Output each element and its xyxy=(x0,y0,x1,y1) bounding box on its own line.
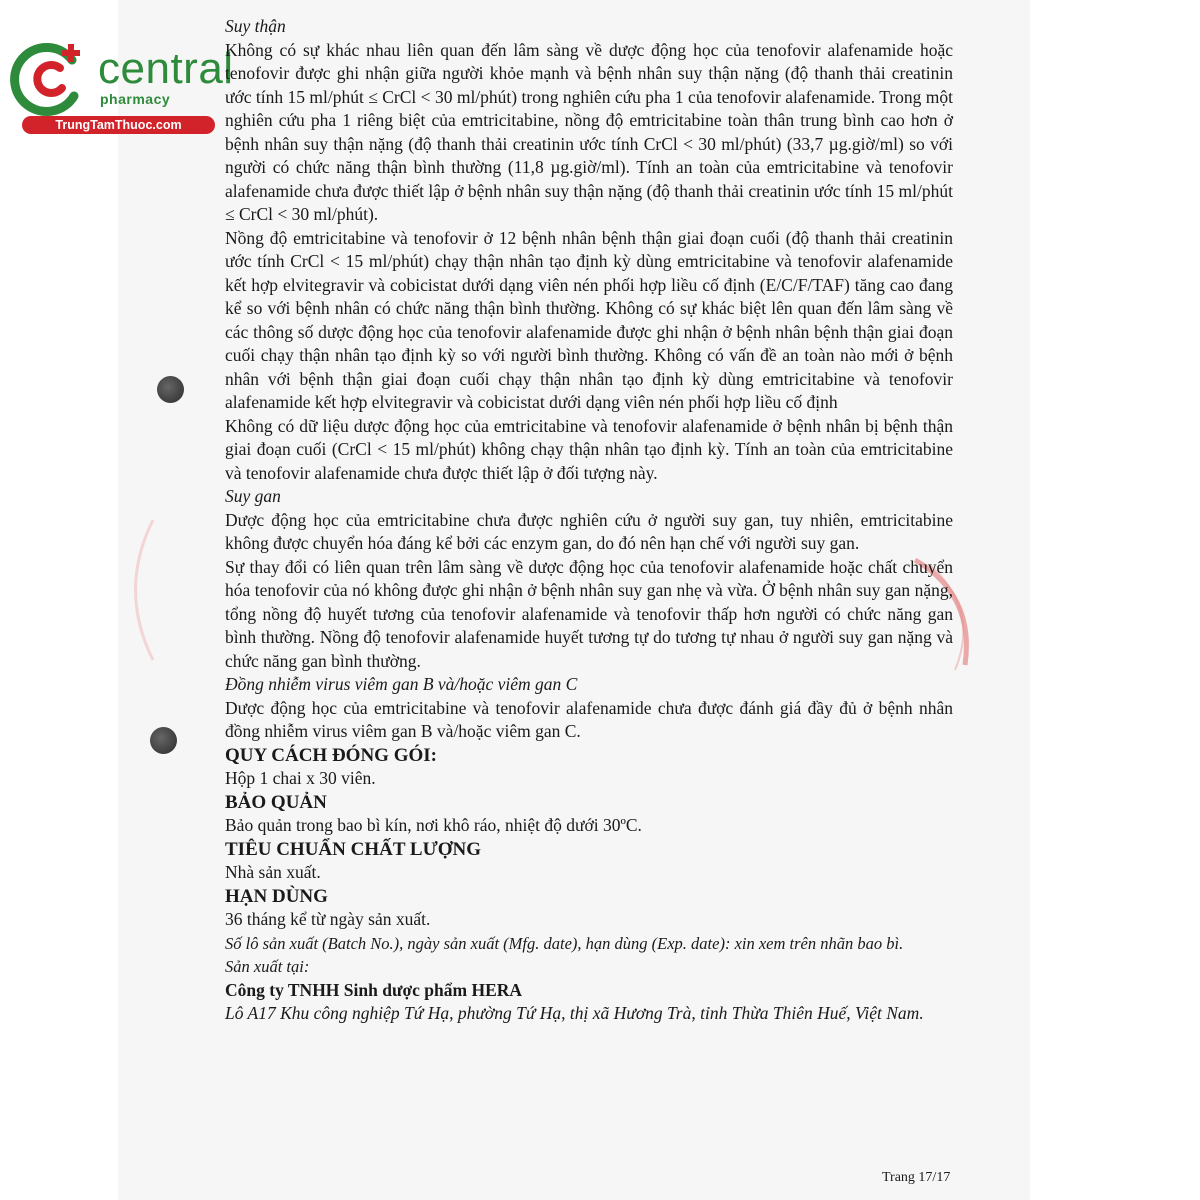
expiry-text: 36 tháng kể từ ngày sản xuất. xyxy=(225,909,431,929)
punch-hole-top xyxy=(157,376,184,403)
punch-hole-bottom xyxy=(150,727,177,754)
storage-text: Bảo quản trong bao bì kín, nơi khô ráo, nhiệt độ dưới 30ºC. xyxy=(225,815,642,835)
paragraph: Không có dữ liệu dược động học của emtricitabine và tenofovir alafenamide ở bệnh nhân bị bệnh thận giai đoạn cuối (CrCl < 15 ml/phút) không chạy thận nhân tạo định kỳ. Tính an toàn của emtricitabine và tenofovir alafenamide chưa được thiết lập ở đối tượng này. xyxy=(225,415,953,483)
heading-expiry: HẠN DÙNG xyxy=(225,885,328,907)
document-body xyxy=(225,15,953,1026)
logo-website: TrungTamThuoc.com xyxy=(22,116,215,134)
batch-note: Số lô sản xuất (Batch No.), ngày sản xuất (Mfg. date), hạn dùng (Exp. date): xin xem trên nhãn bao bì. xyxy=(225,933,904,953)
central-pharmacy-logo xyxy=(10,36,234,136)
section-title-liver: Suy gan xyxy=(225,486,281,506)
paragraph: Dược động học của emtricitabine và tenofovir alafenamide chưa được đánh giá đầy đủ ở bệnh nhân đồng nhiễm virus viêm gan B và/hoặc viêm gan C. xyxy=(225,697,953,741)
section-title-coinfection: Đồng nhiễm virus viêm gan B và/hoặc viêm gan C xyxy=(225,674,578,694)
packing-text: Hộp 1 chai x 30 viên. xyxy=(225,768,376,788)
made-at-label: Sản xuất tại: xyxy=(225,957,310,976)
section-title-kidney: Suy thận xyxy=(225,16,286,36)
faint-stamp-mark xyxy=(118,515,158,665)
manufacturer-name: Công ty TNHH Sinh dược phẩm HERA xyxy=(225,979,523,1000)
heading-quality: TIÊU CHUẨN CHẤT LƯỢNG xyxy=(225,838,481,860)
heading-packing: QUY CÁCH ĐÓNG GÓI: xyxy=(225,744,437,766)
logo-subtitle: pharmacy xyxy=(100,91,171,107)
paragraph: Dược động học của emtricitabine chưa được nghiên cứu ở người suy gan, tuy nhiên, emtricitabine không được chuyển hóa đáng kể bởi các enzym gan, do đó nên hạn chế với người suy gan. xyxy=(225,509,953,553)
heading-storage: BẢO QUẢN xyxy=(225,791,327,813)
paragraph: Nồng độ emtricitabine và tenofovir ở 12 bệnh nhân bệnh thận giai đoạn cuối (độ thanh thải creatinin ước tính CrCl < 15 ml/phút) chạy thận nhân tạo định kỳ dùng emtricitabine và tenofovir alafenamide kết hợp elvitegravir và cobicistat dưới dạng viên nén phối hợp liều cố định (E/C/F/TAF) tăng cao đang kể so với bệnh nhân có chức năng thận bình thường. Không có sự khác biệt lên quan đến lâm sàng về các thông số dược động học của tenofovir alafenamide được ghi nhận ở bệnh nhân bệnh thận giai đoạn cuối chạy thận nhân tạo định kỳ so với người bình thường. Không có vấn đề an toàn nào mới ở bệnh nhân với bệnh thận giai đoạn cuối chạy thận nhân tạo định kỳ dùng emtricitabine và tenofovir alafenamide kết hợp elvitegravir và cobicistat dưới dạng viên nén phối hợp liều cố định xyxy=(225,227,953,412)
quality-text: Nhà sản xuất. xyxy=(225,862,321,882)
logo-wordmark: central xyxy=(98,44,234,93)
pharmacy-cross-icon xyxy=(10,38,90,118)
manufacturer-address: Lô A17 Khu công nghiệp Tứ Hạ, phường Tứ Hạ, thị xã Hương Trà, tỉnh Thừa Thiên Huế, Việt Nam. xyxy=(225,1003,924,1023)
paragraph: Sự thay đổi có liên quan trên lâm sàng về dược động học của tenofovir alafenamide hoặc chất chuyển hóa tenofovir của nó không được ghi nhận ở bệnh nhân suy gan nhẹ và vừa. Ở bệnh nhân suy gan nặng, tổng nồng độ huyết tương của tenofovir alafenamide và tenofovir thấp hơn người có chức năng gan bình thường. Nồng độ tenofovir alafenamide huyết tương tự do tương tự nhau ở người suy gan nặng và chức năng gan bình thường. xyxy=(225,556,953,671)
page-number: Trang 17/17 xyxy=(882,1170,951,1185)
paragraph: Không có sự khác nhau liên quan đến lâm sàng về dược động học của tenofovir alafenamide hoặc tenofovir được ghi nhận giữa người khỏe mạnh và bệnh nhân suy thận nặng (độ thanh thải creatinin ước tính 15 ml/phút ≤ CrCl < 30 ml/phút) trong nghiên cứu pha 1 của tenofovir alafenamide. Trong một nghiên cứu pha 1 riêng biệt của emtricitabine, nồng độ emtricitabine toàn thân trung bình cao hơn ở bệnh nhân suy thận nặng (độ thanh thải creatinin ước tính CrCl < 30 ml/phút) (33,7 µg.giờ/ml) so với người có chức năng thận bình thường (11,8 µg.giờ/ml). Tính an toàn của emtricitabine và tenofovir alafenamide chưa được thiết lập ở bệnh nhân suy thận nặng (độ thanh thải creatinin ước tính 15 ml/phút ≤ CrCl < 30 ml/phút). xyxy=(225,39,953,224)
